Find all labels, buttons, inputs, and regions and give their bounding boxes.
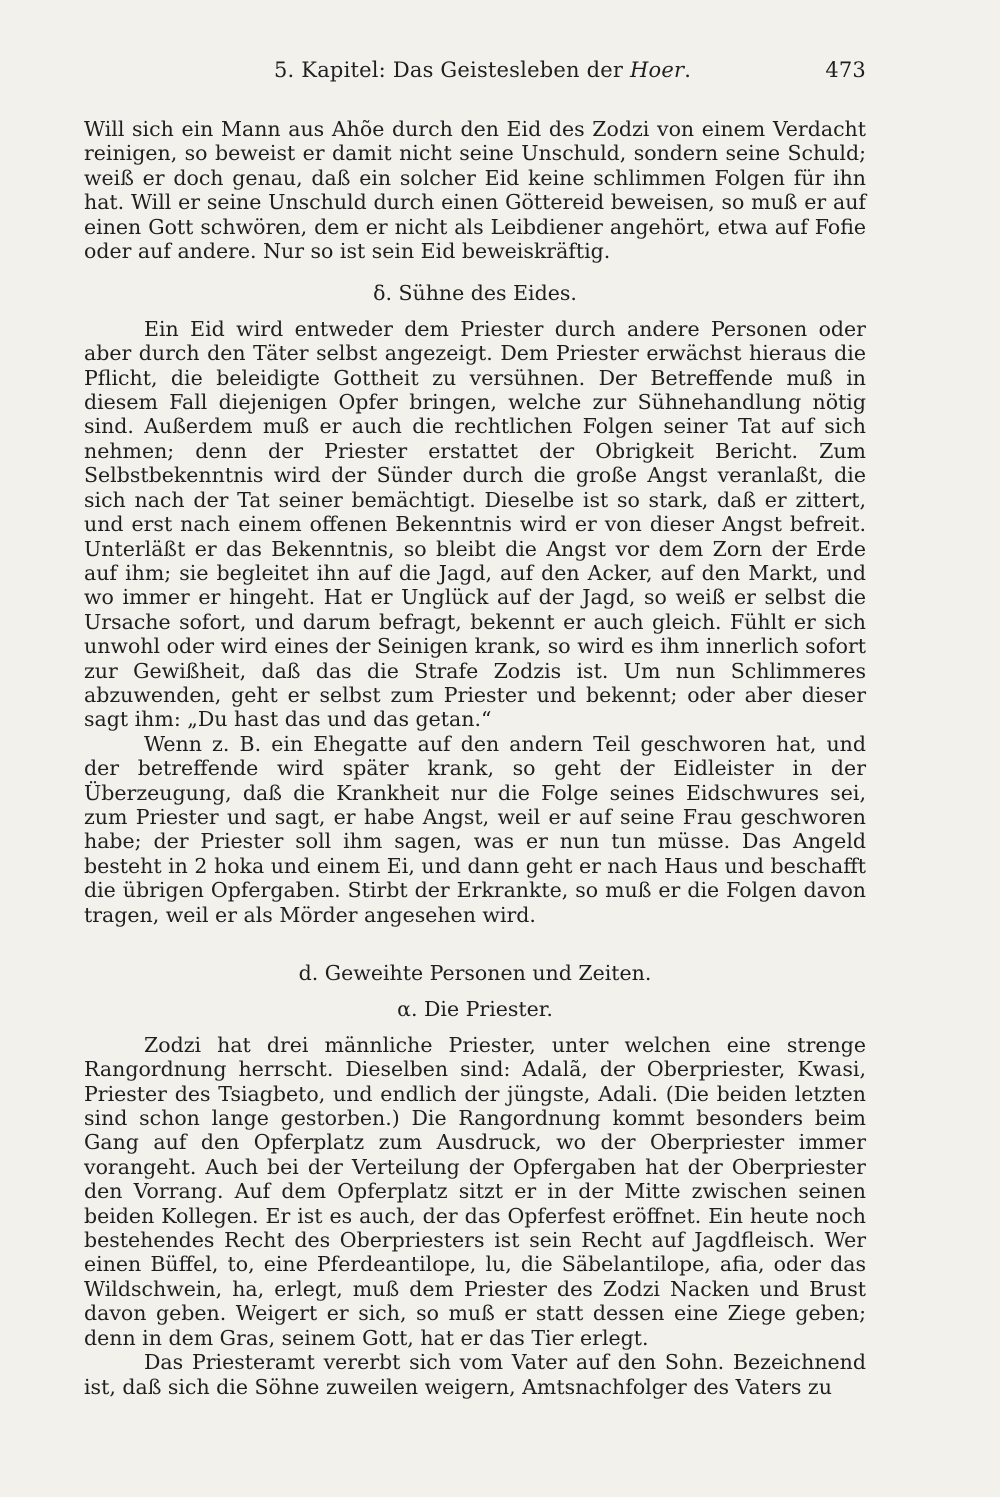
running-title: 5. Kapitel: Das Geistesleben der Hoer. [274,58,692,82]
section-heading-geweihte-personen: d. Geweihte Personen und Zeiten. [298,961,652,985]
running-header [84,58,866,90]
page-number: 473 [825,58,866,82]
section-heading-suehne: δ. Sühne des Eides. [373,281,577,306]
running-title-italic: Hoer [629,58,685,82]
paragraph-priesteramt: Das Priesteramt vererbt sich vom Vater auf den Sohn. Bezeichnend ist, daß sich die Söhne zuweilen weigern, Amtsnachfolger des Vaters zu [84,1350,866,1399]
paragraph-suehne: Ein Eid wird entweder dem Priester durch andere Personen oder aber durch den Täter selbst angezeigt. Dem Priester erwächst hieraus die Pflicht, die beleidigte Gottheit zu versühnen. Der Betreffende muß in diesem Fall diejenigen Opfer bringen, welche zur Sühnehandlung nötig sind. Außerdem muß er auch die rechtlichen Folgen seiner Tat auf sich nehmen; denn der Priester erstattet der Obrigkeit Bericht. Zum Selbstbekenntnis wird der Sünder durch die große Angst veranlaßt, die sich nach der Tat seiner bemächtigt. Dieselbe ist so stark, daß er zittert, und erst nach einem offenen Bekenntnis wird er von dieser Angst befreit. Unterläßt er das Bekenntnis, so bleibt die Angst vor dem Zorn der Erde auf ihm; sie begleitet ihn auf die Jagd, auf den Acker, auf den Markt, und wo immer er hingeht. Hat er Unglück auf der Jagd, so weiß er selbst die Ursache sofort, und darum befragt, bekennt er auch gleich. Fühlt er sich unwohl oder wird eines der Seinigen krank, so wird es ihm innerlich sofort zur Gewißheit, daß das die Strafe Zodzis ist. Um nun Schlimmeres abzuwenden, geht er selbst zum Priester und bekennt; oder aber dieser sagt ihm: „Du hast das und das getan.“ [84,316,866,732]
paragraph-priester: Zodzi hat drei männliche Priester, unter welchen eine strenge Rangordnung herrscht. Dieselben sind: Adalã, der Oberpriester, Kwasi, Priester des Tsiagbeto, und endlich der jüngste, Adali. (Die beiden letzten sind schon lange gestorben.) Die Rangordnung kommt besonders beim Gang auf den Opferplatz zum Ausdruck, wo der Oberpriester immer vorangeht. Auch bei der Verteilung der Opfergaben hat der Oberpriester den Vorrang. Auf dem Opferplatz sitzt er in der Mitte zwischen seinen beiden Kollegen. Er ist es auch, der das Opferfest eröffnet. Ein heute noch bestehendes Recht des Oberpriesters ist sein Recht auf Jagdfleisch. Wer einen Büffel, to, eine Pferdeantilope, lu, die Säbelantilope, afia, oder das Wildschwein, ha, erlegt, muß dem Priester des Zodzi Nacken und Brust davon geben. Weigert er sich, so muß er statt dessen eine Ziege geben; denn in dem Gras, seinem Gott, hat er das Tier erlegt. [84,1032,866,1350]
paragraph-ehegatte: Wenn z. B. ein Ehegatte auf den andern Teil geschworen hat, und der betreffende wird später krank, so geht der Eidleister in der Überzeugung, daß die Krankheit nur die Folge seines Eidschwures sei, zum Priester und sagt, er habe Angst, weil er auf seine Frau geschworen habe; der Priester soll ihm sagen, was er nun tun müsse. Das Angeld besteht in 2 hoka und einem Ei, und dann geht er nach Haus und beschafft die übrigen Opfergaben. Stirbt der Erkrankte, so muß er die Folgen davon tragen, weil er als Mörder angesehen wird. [84,731,866,927]
paragraph-eid-reinigung: Will sich ein Mann aus Ahõe durch den Eid des Zodzi von einem Verdacht reinigen, so beweist er damit nicht seine Unschuld, sondern seine Schuld; weiß er doch genau, daß ein solcher Eid keine schlimmen Folgen für ihn hat. Will er seine Unschuld durch einen Göttereid beweisen, so muß er auf einen Gott schwören, dem er nicht als Leibdiener angehört, etwa auf Fofie oder auf andere. Nur so ist sein Eid beweiskräftig. [84,117,866,264]
page-body [84,117,866,1399]
section-heading-priester: α. Die Priester. [397,997,553,1022]
